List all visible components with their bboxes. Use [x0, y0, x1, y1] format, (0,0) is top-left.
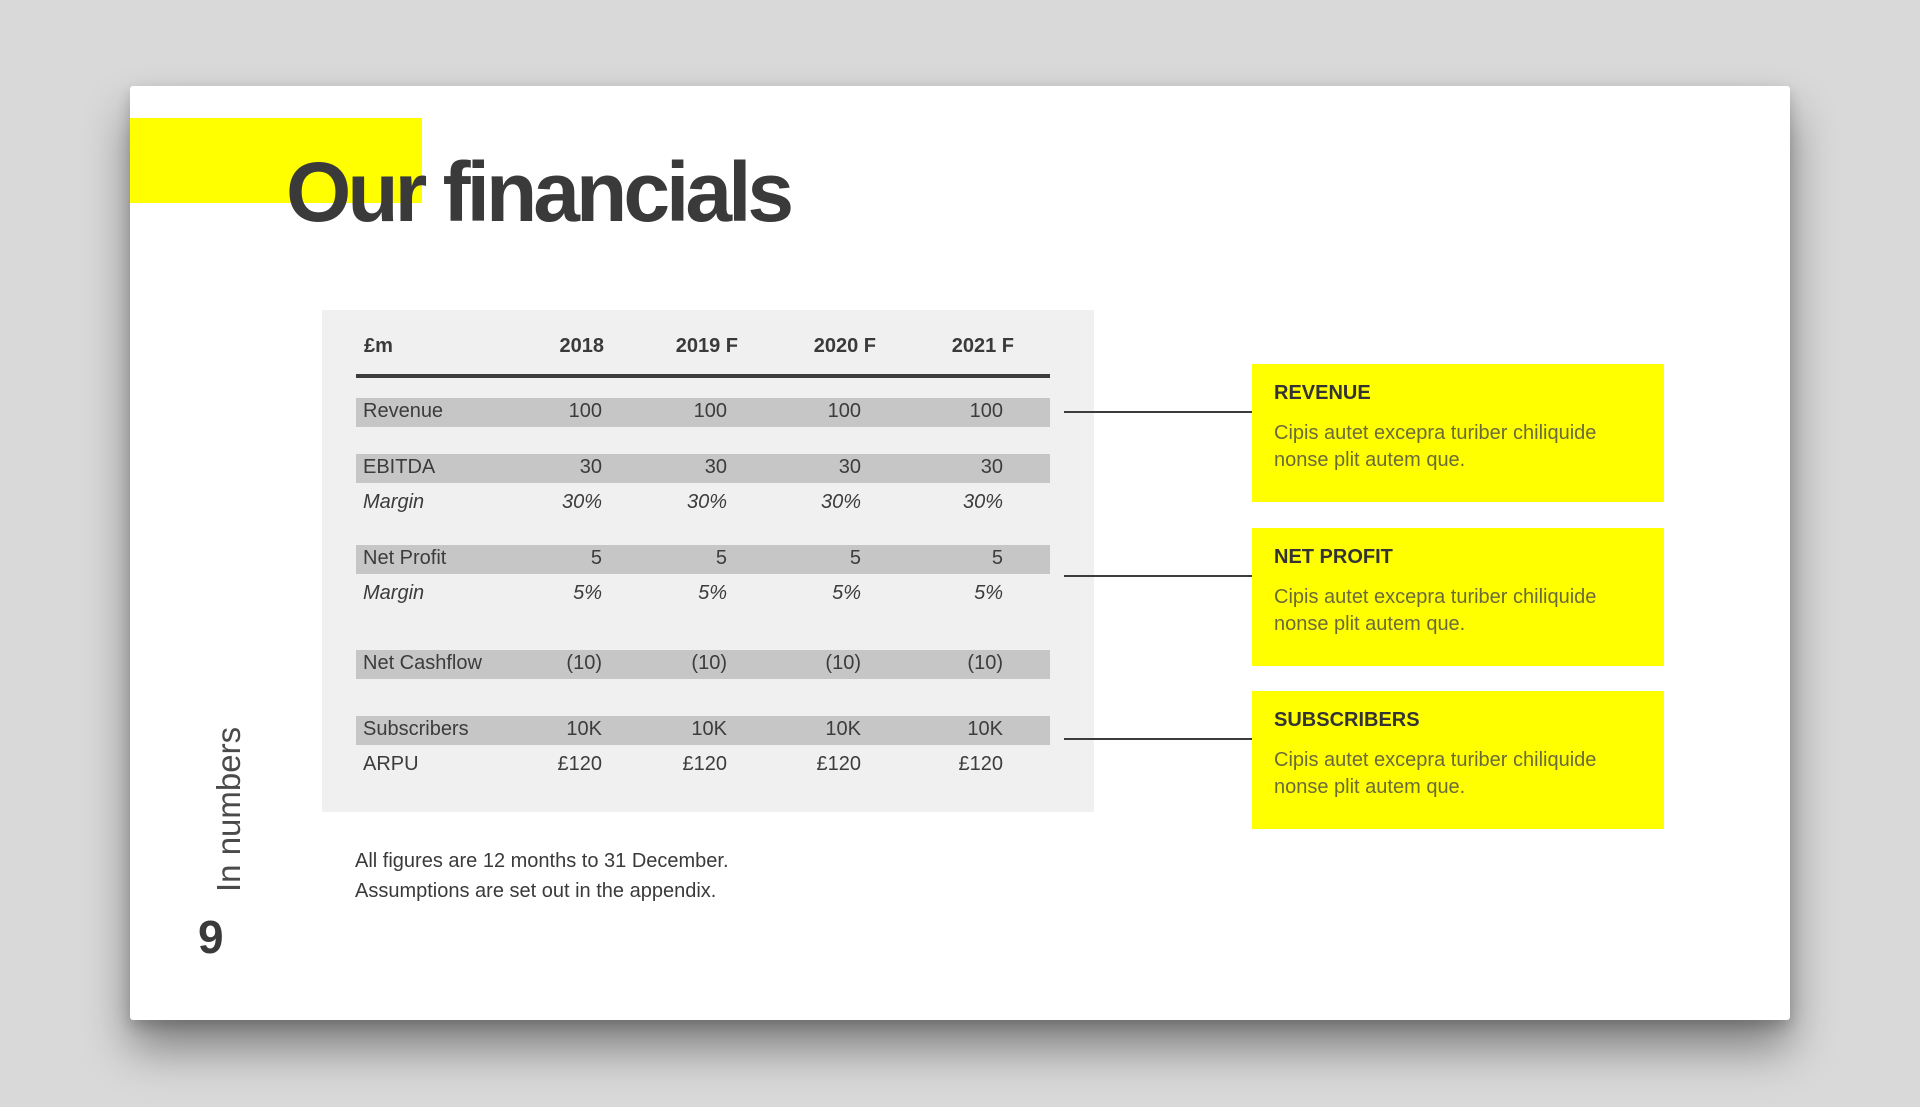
table-cell: (10)	[691, 652, 727, 674]
table-row	[356, 454, 1050, 483]
table-cell: £120	[816, 753, 861, 775]
table-cell: 5	[991, 547, 1003, 569]
row-label: EBITDA	[363, 456, 436, 478]
callout-text: Cipis autet excepra turiber chiliquide nonse plit autem que.	[1274, 422, 1597, 471]
revenue-callout	[1252, 364, 1664, 502]
table-cell: 30	[579, 456, 602, 478]
footnote	[355, 846, 729, 906]
table-header-row	[356, 310, 1050, 378]
table-row	[356, 751, 1050, 780]
table-cell: (10)	[566, 652, 602, 674]
footnote-line: All figures are 12 months to 31 December.	[355, 850, 729, 872]
row-label: Margin	[363, 491, 425, 513]
table-cell: £120	[958, 753, 1003, 775]
table-cell: 100	[827, 400, 861, 422]
table-cell: 5%	[698, 582, 727, 604]
callout-title: REVENUE	[1274, 382, 1371, 404]
table-cell: 30%	[561, 491, 602, 513]
row-label: Net Profit	[363, 547, 447, 569]
header-2021f: 2021 F	[951, 335, 1014, 357]
table-cell: 100	[969, 400, 1003, 422]
header-2019f: 2019 F	[675, 335, 738, 357]
table-cell: 30	[980, 456, 1003, 478]
table-cell: 10K	[566, 718, 602, 740]
table-row	[356, 580, 1050, 609]
table-cell: 10K	[691, 718, 727, 740]
table-cell: 10K	[967, 718, 1003, 740]
row-label: ARPU	[363, 753, 419, 775]
table-cell: 5	[715, 547, 727, 569]
row-label: Margin	[363, 582, 425, 604]
footnote-line: Assumptions are set out in the appendix.	[355, 880, 717, 902]
row-label: Revenue	[363, 400, 444, 422]
table-cell: (10)	[825, 652, 861, 674]
table-row	[356, 650, 1050, 679]
table-row	[356, 545, 1050, 574]
callout-text: Cipis autet excepra turiber chiliquide nonse plit autem que.	[1274, 586, 1597, 635]
table-cell: 5	[849, 547, 861, 569]
table-cell: 100	[568, 400, 602, 422]
table-row	[356, 398, 1050, 427]
net-profit-callout	[1252, 528, 1664, 666]
section-label: In numbers	[210, 726, 247, 892]
table-row	[356, 716, 1050, 745]
row-label: Subscribers	[363, 718, 469, 740]
page-title: Our financials	[286, 145, 791, 239]
table-cell: 5%	[974, 582, 1003, 604]
table-cell: (10)	[967, 652, 1003, 674]
header-2020f: 2020 F	[813, 335, 876, 357]
table-cell: 30	[704, 456, 727, 478]
table-row	[356, 489, 1050, 518]
callout-text: Cipis autet excepra turiber chiliquide nonse plit autem que.	[1274, 749, 1597, 798]
table-cell: 100	[693, 400, 727, 422]
table-cell: £120	[557, 753, 602, 775]
table-cell: 30	[838, 456, 861, 478]
table-cell: 30%	[686, 491, 727, 513]
table-cell: 5%	[573, 582, 602, 604]
table-cell: 30%	[820, 491, 861, 513]
slide	[130, 86, 1790, 1020]
financials-table	[322, 310, 1094, 812]
table-cell: £120	[682, 753, 727, 775]
row-label: Net Cashflow	[363, 652, 482, 674]
callout-title: NET PROFIT	[1274, 546, 1393, 568]
table-cell: 10K	[825, 718, 861, 740]
table-cell: 30%	[962, 491, 1003, 513]
callout-title: SUBSCRIBERS	[1274, 709, 1420, 731]
table-cell: 5	[590, 547, 602, 569]
page-number: 9	[198, 911, 224, 963]
table-cell: 5%	[832, 582, 861, 604]
subscribers-callout	[1252, 691, 1664, 829]
header-unit: £m	[364, 335, 393, 357]
header-2018: 2018	[559, 335, 604, 357]
